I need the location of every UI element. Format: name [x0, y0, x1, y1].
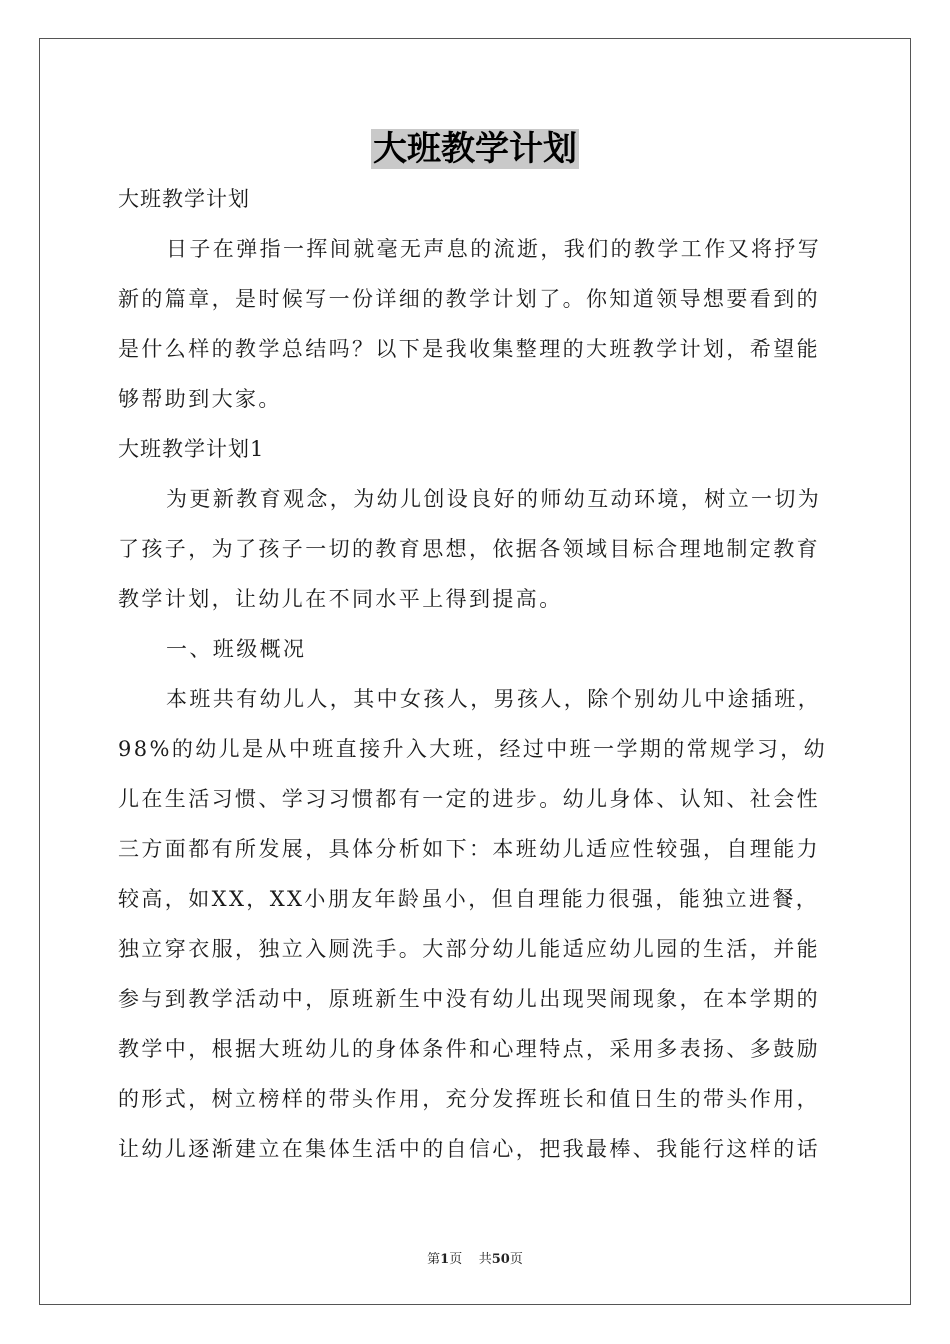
heading-class-overview: 一、班级概况 [166, 637, 307, 661]
document-subtitle: 大班教学计划 [118, 187, 250, 211]
footer-total-unit: 页 [509, 1252, 523, 1267]
document-body [118, 174, 834, 1174]
document-title-text: 大班教学计划 [373, 129, 577, 169]
footer-total-prefix: 共 [478, 1252, 492, 1267]
footer-page-prefix: 第 [427, 1252, 441, 1267]
section-intro-paragraph: 为更新教育观念，为幼儿创设良好的师幼互动环境，树立一切为了孩子，为了孩子一切的教育思想，依据各领域目标合理地制定教育教学计划，让幼儿在不同水平上得到提高。 [118, 487, 822, 611]
footer-page-number: 1 [440, 1252, 450, 1267]
footer-total-pages: 50 [491, 1252, 510, 1267]
overview-paragraph: 本班共有幼儿人，其中女孩人，男孩人，除个别幼儿中途插班，98%的幼儿是从中班直接升入大班，经过中班一学期的常规学习，幼儿在生活习惯、学习习惯都有一定的进步。幼儿身体、认知、社会性三方面都有所发展，具体分析如下：本班幼儿适应性较强，自理能力较高，如XX，XX小朋友年龄虽小，但自理能力很强，能独立进餐，独立穿衣服，独立入厕洗手。大部分幼儿能适应幼儿园的生活，并能参与到教学活动中，原班新生中没有幼儿出现哭闹现象，在本学期的教学中，根据大班幼儿的身体条件和心理特点，采用多表扬、多鼓励的形式，树立榜样的带头作用，充分发挥班长和值日生的带头作用，让幼儿逐渐建立在集体生活中的自信心，把我最棒、我能行这样的话 [118, 687, 828, 1161]
section-title: 大班教学计划1 [118, 437, 265, 461]
intro-paragraph: 日子在弹指一挥间就毫无声息的流逝，我们的教学工作又将抒写新的篇章，是时候写一份详细的教学计划了。你知道领导想要看到的是什么样的教学总结吗？以下是我收集整理的大班教学计划，希望能够帮助到大家。 [118, 237, 822, 411]
footer-page-unit: 页 [449, 1252, 463, 1267]
page-footer [0, 1248, 950, 1267]
document-title [0, 126, 950, 172]
